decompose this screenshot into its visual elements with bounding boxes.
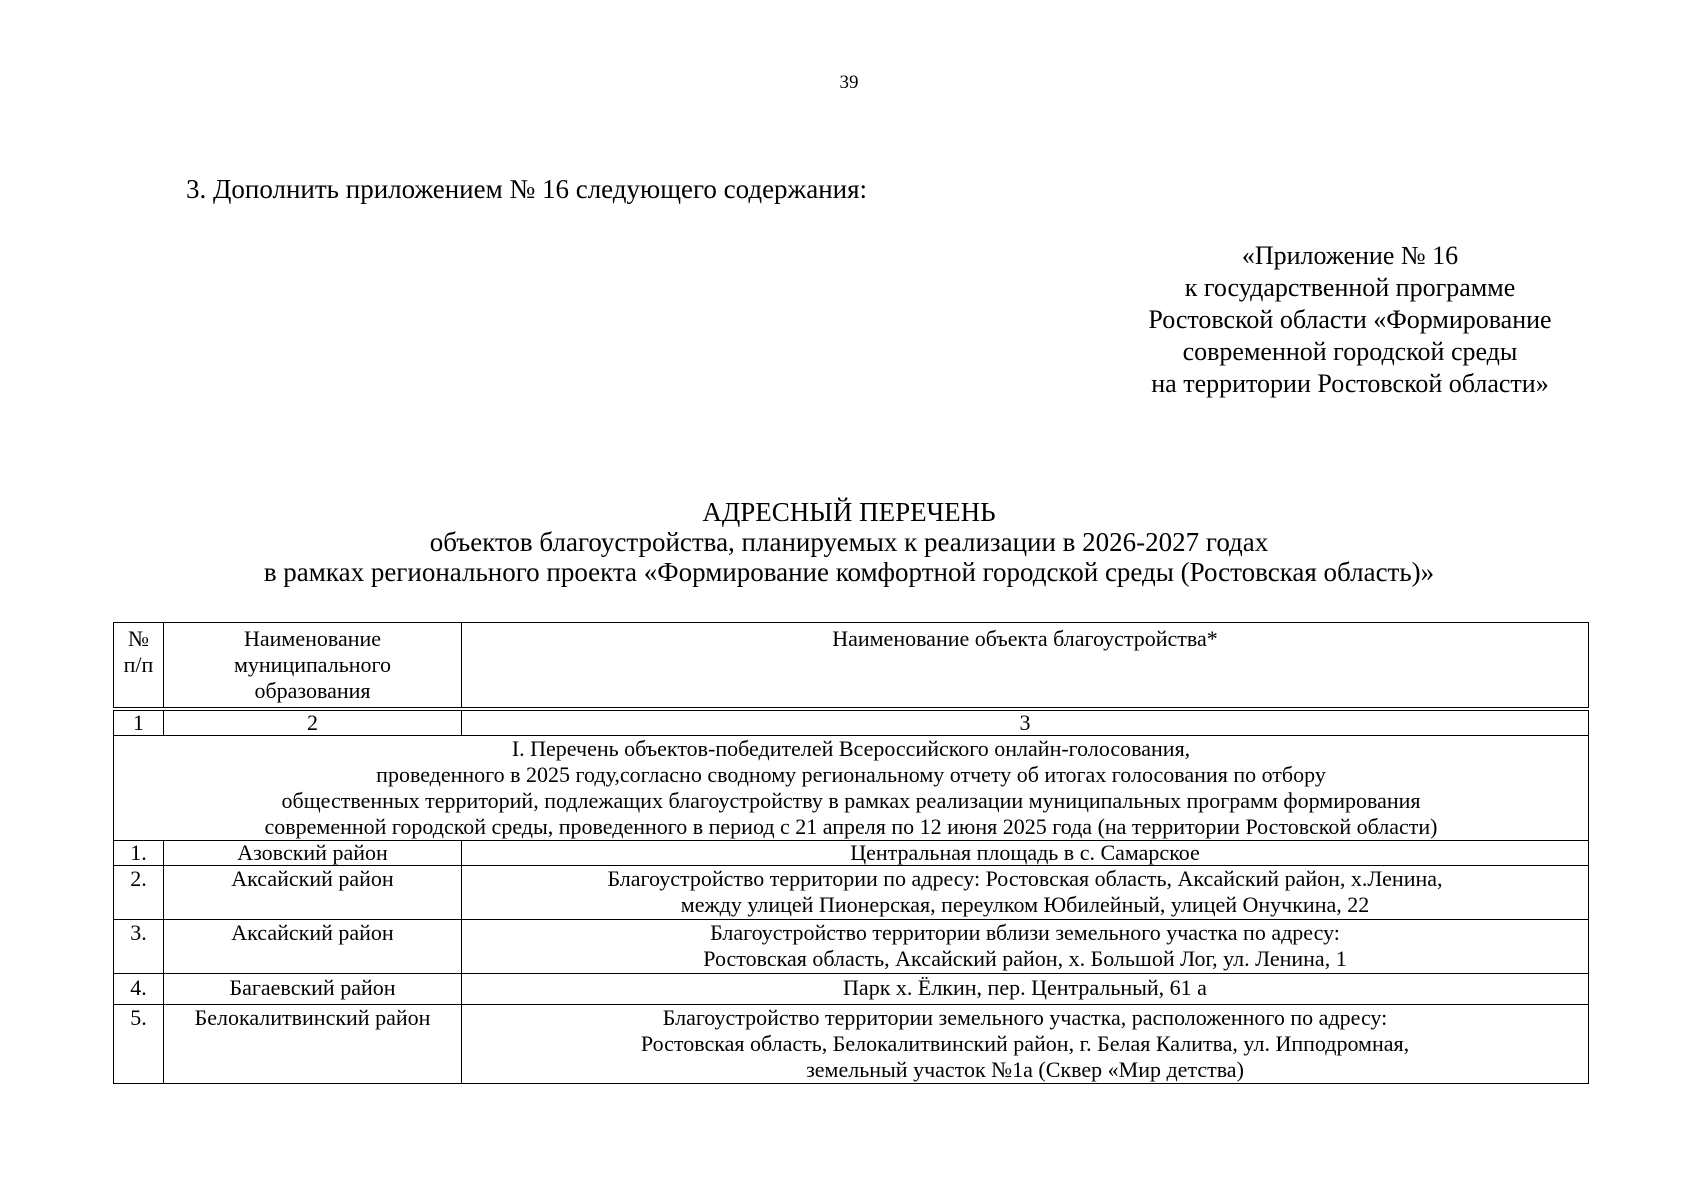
table-row [114,920,1589,974]
column-number: 3 [462,709,1589,736]
row-number: 1. [114,841,164,866]
annex-line: на территории Ростовской области» [1151,369,1549,398]
column-number: 1 [114,709,164,736]
row-object: Благоустройство территории по адресу: Ростовская область, Аксайский район, х.Ленина, между улицей Пионерская, переулком Юбилейный, улицей Онучкина, 22 [462,866,1589,920]
annex-line: современной городской среды [1182,337,1518,366]
row-number: 4. [114,974,164,1005]
title-heading: АДРЕСНЫЙ ПЕРЕЧЕНЬ [702,497,996,527]
header-object: Наименование объекта благоустройства* [462,623,1589,710]
annex-line: к государственной программе [1184,273,1516,302]
row-municipality: Багаевский район [164,974,462,1005]
address-list-table [113,622,1589,1084]
table-row [114,974,1589,1005]
row-number: 2. [114,866,164,920]
table-row [114,841,1589,866]
row-number: 5. [114,1005,164,1084]
table-header-row [114,623,1589,710]
row-municipality: Азовский район [164,841,462,866]
annex-line: Ростовской области «Формирование [1148,305,1552,334]
header-municipality: Наименование муниципального образования [164,623,462,710]
row-municipality: Аксайский район [164,920,462,974]
column-number: 2 [164,709,462,736]
document-title [0,497,1698,587]
column-number-row [114,709,1589,736]
row-municipality: Аксайский район [164,866,462,920]
intro-paragraph: 3. Дополнить приложением № 16 следующего содержания: [186,174,868,204]
page-number: 39 [839,72,859,93]
row-number: 3. [114,920,164,974]
row-municipality: Белокалитвинский район [164,1005,462,1084]
row-object: Парк х. Ёлкин, пер. Центральный, 61 а [462,974,1589,1005]
section-heading-row [114,736,1589,841]
title-subtitle: в рамках регионального проекта «Формирование комфортной городской среды (Ростовская область)» [263,557,1435,587]
table-row [114,1005,1589,1084]
annex-reference [1110,240,1590,400]
table-row [114,866,1589,920]
row-object: Благоустройство территории земельного участка, расположенного по адресу: Ростовская область, Белокалитвинский район, г. Белая Калитва, ул. Ипподромная, земельный участок №1а (Сквер «Мир детства) [462,1005,1589,1084]
title-subtitle: объектов благоустройства, планируемых к реализации в 2026-2027 годах [429,527,1269,557]
header-num: № п/п [114,623,164,710]
row-object: Благоустройство территории вблизи земельного участка по адресу: Ростовская область, Аксайский район, х. Большой Лог, ул. Ленина, 1 [462,920,1589,974]
row-object: Центральная площадь в с. Самарское [462,841,1589,866]
section-heading: I. Перечень объектов-победителей Всероссийского онлайн-голосования, проведенного в 2025 году,согласно сводному региональному отчету об итогах голосования по отбору общественных территорий, подлежащих благоустройству в рамках реализации муниципальных программ формирования современной городской среды, проведенного в период с 21 апреля по 12 июня 2025 года (на территории Ростовской области) [114,736,1589,841]
annex-line: «Приложение № 16 [1241,241,1459,270]
